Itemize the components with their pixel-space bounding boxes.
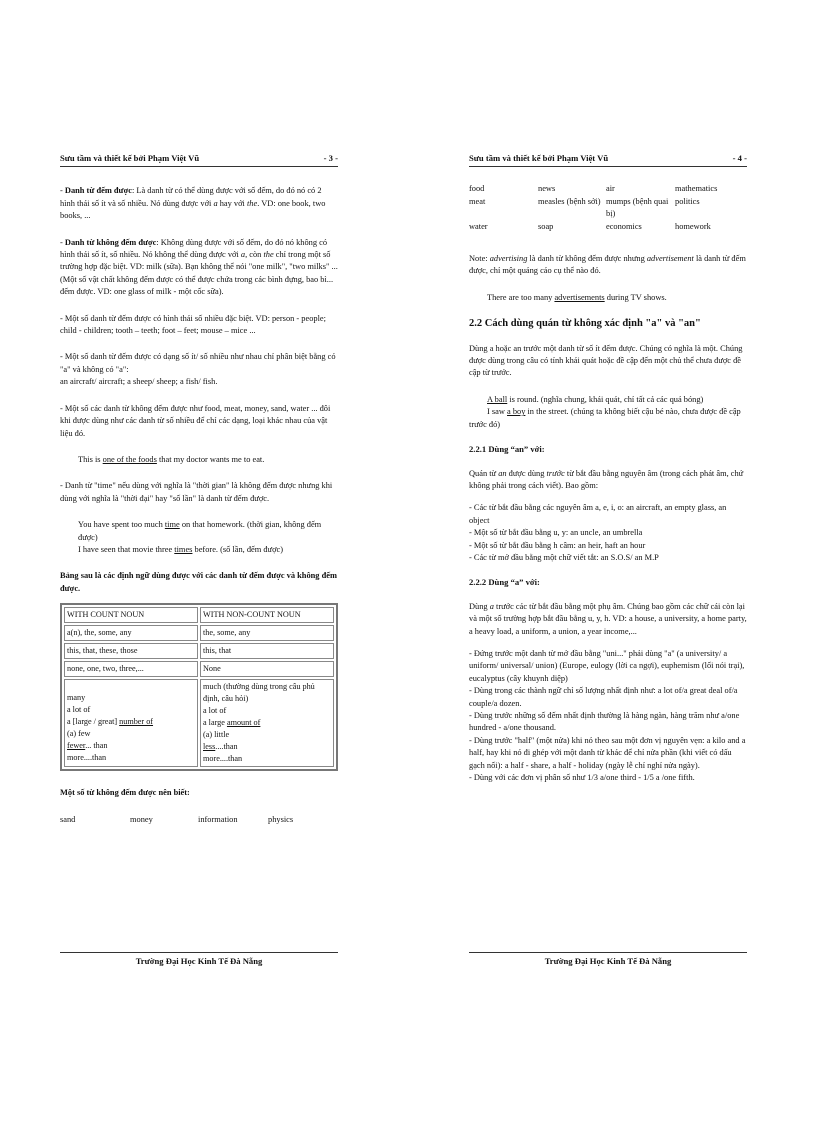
table-row bbox=[64, 607, 334, 623]
table-cell: a(n), the, some, any bbox=[64, 625, 198, 641]
right-footer: Trường Đại Học Kinh Tế Đà Nẵng bbox=[469, 952, 747, 966]
countable-paragraph: - Danh từ đếm được: Là danh từ có thể dùng được với số đếm, do đó nó có 2 hình thái số ít và số nhiều. Nó dùng được với a hay với the. VD: one book, two books, ... bbox=[60, 186, 326, 221]
food-example: This is one of the foods that my doctor wants me to eat. bbox=[78, 454, 265, 464]
uncountable-word-grid bbox=[469, 183, 747, 233]
list-item: news bbox=[538, 184, 556, 194]
section-2-2-2-heading: 2.2.2 Dùng “a” với: bbox=[469, 577, 540, 588]
table-row bbox=[64, 625, 334, 641]
section-2-2-heading: 2.2 Cách dùng quán từ không xác định "a" và "an" bbox=[469, 318, 701, 330]
list-item: information bbox=[198, 814, 238, 824]
header-title: Sưu tầm và thiết kế bởi Phạm Việt Vũ bbox=[469, 153, 609, 163]
list-item: physics bbox=[268, 814, 294, 824]
list-item: air bbox=[606, 184, 615, 194]
table-cell: much (thường dùng trong câu phủ định, câu hỏi) a lot of a large amount of (a) little less....than more....than bbox=[200, 679, 334, 767]
table-header-cell: WITH NON-COUNT NOUN bbox=[200, 607, 334, 623]
section-2-2-2-list bbox=[469, 648, 747, 784]
list-item: sand bbox=[60, 814, 76, 824]
left-footer: Trường Đại Học Kinh Tế Đà Nẵng bbox=[60, 952, 338, 966]
list-item: - Dùng trong các thành ngữ chỉ số lượng nhất định như: a lot of/a great deal of/a couple/a dozen. bbox=[469, 686, 738, 708]
list-item: - Dùng trước những số đếm nhất định thường là hàng ngàn, hàng trăm như a/one hundred - a/one thousand. bbox=[469, 711, 740, 733]
advertising-note: Note: advertising là danh từ không đếm được nhưng advertisement là danh từ đếm được, chỉ một quảng cáo cụ thể nào đó. bbox=[469, 254, 746, 276]
advertisement-example: There are too many advertisements during TV shows. bbox=[487, 292, 667, 302]
food-note-paragraph: - Một số các danh từ không đếm được như food, meat, money, sand, water ... đôi khi được dùng như các danh từ số nhiều để chỉ các dạng, loại khác nhau của vật liệu đó. bbox=[60, 403, 331, 438]
list-item: - Dùng trước "half" (một nửa) khi nó theo sau một đơn vị nguyên vẹn: a kilo and a half, hay khi nó đi ghép với một danh từ khác để chỉ nửa phần (khi viết có dấu gạch nối): a half - share, a half - holiday (ngày lễ chỉ nghỉ nửa ngày). bbox=[469, 735, 746, 770]
list-item: - Các từ mở đầu bằng một chữ viết tắt: an S.O.S/ an M.P bbox=[469, 552, 659, 562]
table-cell: many a lot of a [large / great] number of (a) few fewer... than more....than bbox=[64, 679, 198, 767]
header-title: Sưu tầm và thiết kế bởi Phạm Việt Vũ bbox=[60, 153, 200, 163]
list-item: measles (bệnh sởi) bbox=[538, 196, 601, 206]
table-header-cell: WITH COUNT NOUN bbox=[64, 607, 198, 623]
right-header bbox=[469, 152, 747, 167]
time-example-2: I have seen that movie three times before. (số lần, đếm được) bbox=[78, 544, 284, 554]
list-item: - Các từ bắt đầu bằng các nguyên âm a, e, i, o: an aircraft, an empty glass, an object bbox=[469, 503, 727, 525]
uncountable-paragraph: - Danh từ không đếm được: Không dùng được với số đếm, do đó nó không có hình thái số ít, số nhiều. Nó không thể dùng được với a, còn the chỉ trong một số trường hợp đặc biệt. VD: milk (sữa). Bạn không thể nói "one milk", "two milks" ... (Một số vật chất không đếm được có thể được chứa trong các bình đựng, bao bì... đếm được. VD: one glass of milk - một cốc sữa). bbox=[60, 237, 338, 297]
list-item: money bbox=[130, 814, 153, 824]
left-header bbox=[60, 152, 338, 167]
table-cell: none, one, two, three,... bbox=[64, 661, 198, 677]
table-cell: the, some, any bbox=[200, 625, 334, 641]
list-item: mathematics bbox=[675, 184, 718, 194]
page-number: - 3 - bbox=[323, 153, 338, 163]
table-cell: this, that, these, those bbox=[64, 643, 198, 659]
section-2-2-1-heading: 2.2.1 Dùng “an” với: bbox=[469, 444, 545, 455]
list-item: food bbox=[469, 184, 485, 194]
table-row bbox=[64, 643, 334, 659]
boy-example: I saw a boy in the street. (chúng ta không biết cậu bé nào, chưa được đề cập trước đó) bbox=[469, 407, 741, 429]
right-page bbox=[469, 152, 747, 784]
list-item: - Một số từ bắt đầu bằng u, y: an uncle, an umbrella bbox=[469, 528, 643, 538]
list-item: mumps (bệnh quai bị) bbox=[606, 196, 669, 219]
uncountable-word-list bbox=[60, 814, 338, 826]
list-item: - Dùng với các đơn vị phân số như 1/3 a/one third - 1/5 a /one fifth. bbox=[469, 773, 695, 783]
table-row bbox=[64, 679, 334, 767]
left-page bbox=[60, 152, 338, 826]
ball-example: A ball is round. (nghĩa chung, khái quát, chỉ tất cả các quả bóng) bbox=[487, 394, 704, 404]
list-item: politics bbox=[675, 196, 700, 206]
table-title: Bảng sau là các định ngữ dùng được với các danh từ đếm được và không đếm được. bbox=[60, 571, 337, 593]
section-2-2-1-text: Quán từ an được dùng trước từ bắt đầu bằng nguyên âm (trong cách phát âm, chứ không phải trong cách viết). Bao gồm: bbox=[469, 468, 744, 490]
section-2-2-2-text: Dùng a trước các từ bắt đầu bằng một phụ âm. Chúng bao gồm các chữ cái còn lại và một số trường hợp bắt đầu bằng u, y, h. VD: a house, a university, a home party, a heavy load, a uniform, a union, a year income,... bbox=[469, 601, 747, 636]
page-number: - 4 - bbox=[732, 153, 747, 163]
table-cell: this, that bbox=[200, 643, 334, 659]
same-form-paragraph: - Một số danh từ đếm được có dạng số ít/ số nhiều như nhau chỉ phân biệt bằng có "a" và không có "a": an aircraft/ aircraft; a sheep/ sheep; a fish/ fish. bbox=[60, 352, 336, 387]
determiner-table bbox=[60, 603, 338, 771]
list-item: soap bbox=[538, 221, 554, 231]
list-item: water bbox=[469, 221, 488, 231]
list-item: - Một số từ bắt đầu bằng h câm: an heir, haft an hour bbox=[469, 540, 646, 550]
section-2-2-text: Dùng a hoặc an trước một danh từ số ít đếm được. Chúng có nghĩa là một. Chúng được dùng trong câu có tính khái quát hoặc đề cập đến một chủ thể chưa được đề cập từ trước. bbox=[469, 343, 743, 378]
table-cell: None bbox=[200, 661, 334, 677]
uncountable-list-title: Một số từ không đếm được nên biết: bbox=[60, 788, 190, 798]
table-row bbox=[64, 661, 334, 677]
list-item: homework bbox=[675, 221, 711, 231]
section-2-2-1-list bbox=[469, 502, 747, 564]
list-item: meat bbox=[469, 196, 486, 206]
list-item: - Đứng trước một danh từ mở đầu bằng "uni..." phải dùng "a" (a university/ a uniform/ universal/ union) (Europe, eulogy (lời ca ngợi), euphemism (lối nói trại), eucalyptus (cây khuynh diệp) bbox=[469, 648, 745, 683]
time-example-1: You have spent too much time on that homework. (thời gian, không đếm được) bbox=[78, 520, 322, 542]
irregular-plural-paragraph: - Một số danh từ đếm được có hình thái số nhiều đặc biệt. VD: person - people; child - children; tooth – teeth; foot – feet; mouse – mice ... bbox=[60, 313, 326, 336]
list-item: economics bbox=[606, 221, 642, 231]
time-note-paragraph: - Danh từ "time" nếu dùng với nghĩa là "thời gian" là không đếm được nhưng khi dùng với nghĩa là "thời đại" hay "số lần" là danh từ đếm được. bbox=[60, 481, 333, 503]
